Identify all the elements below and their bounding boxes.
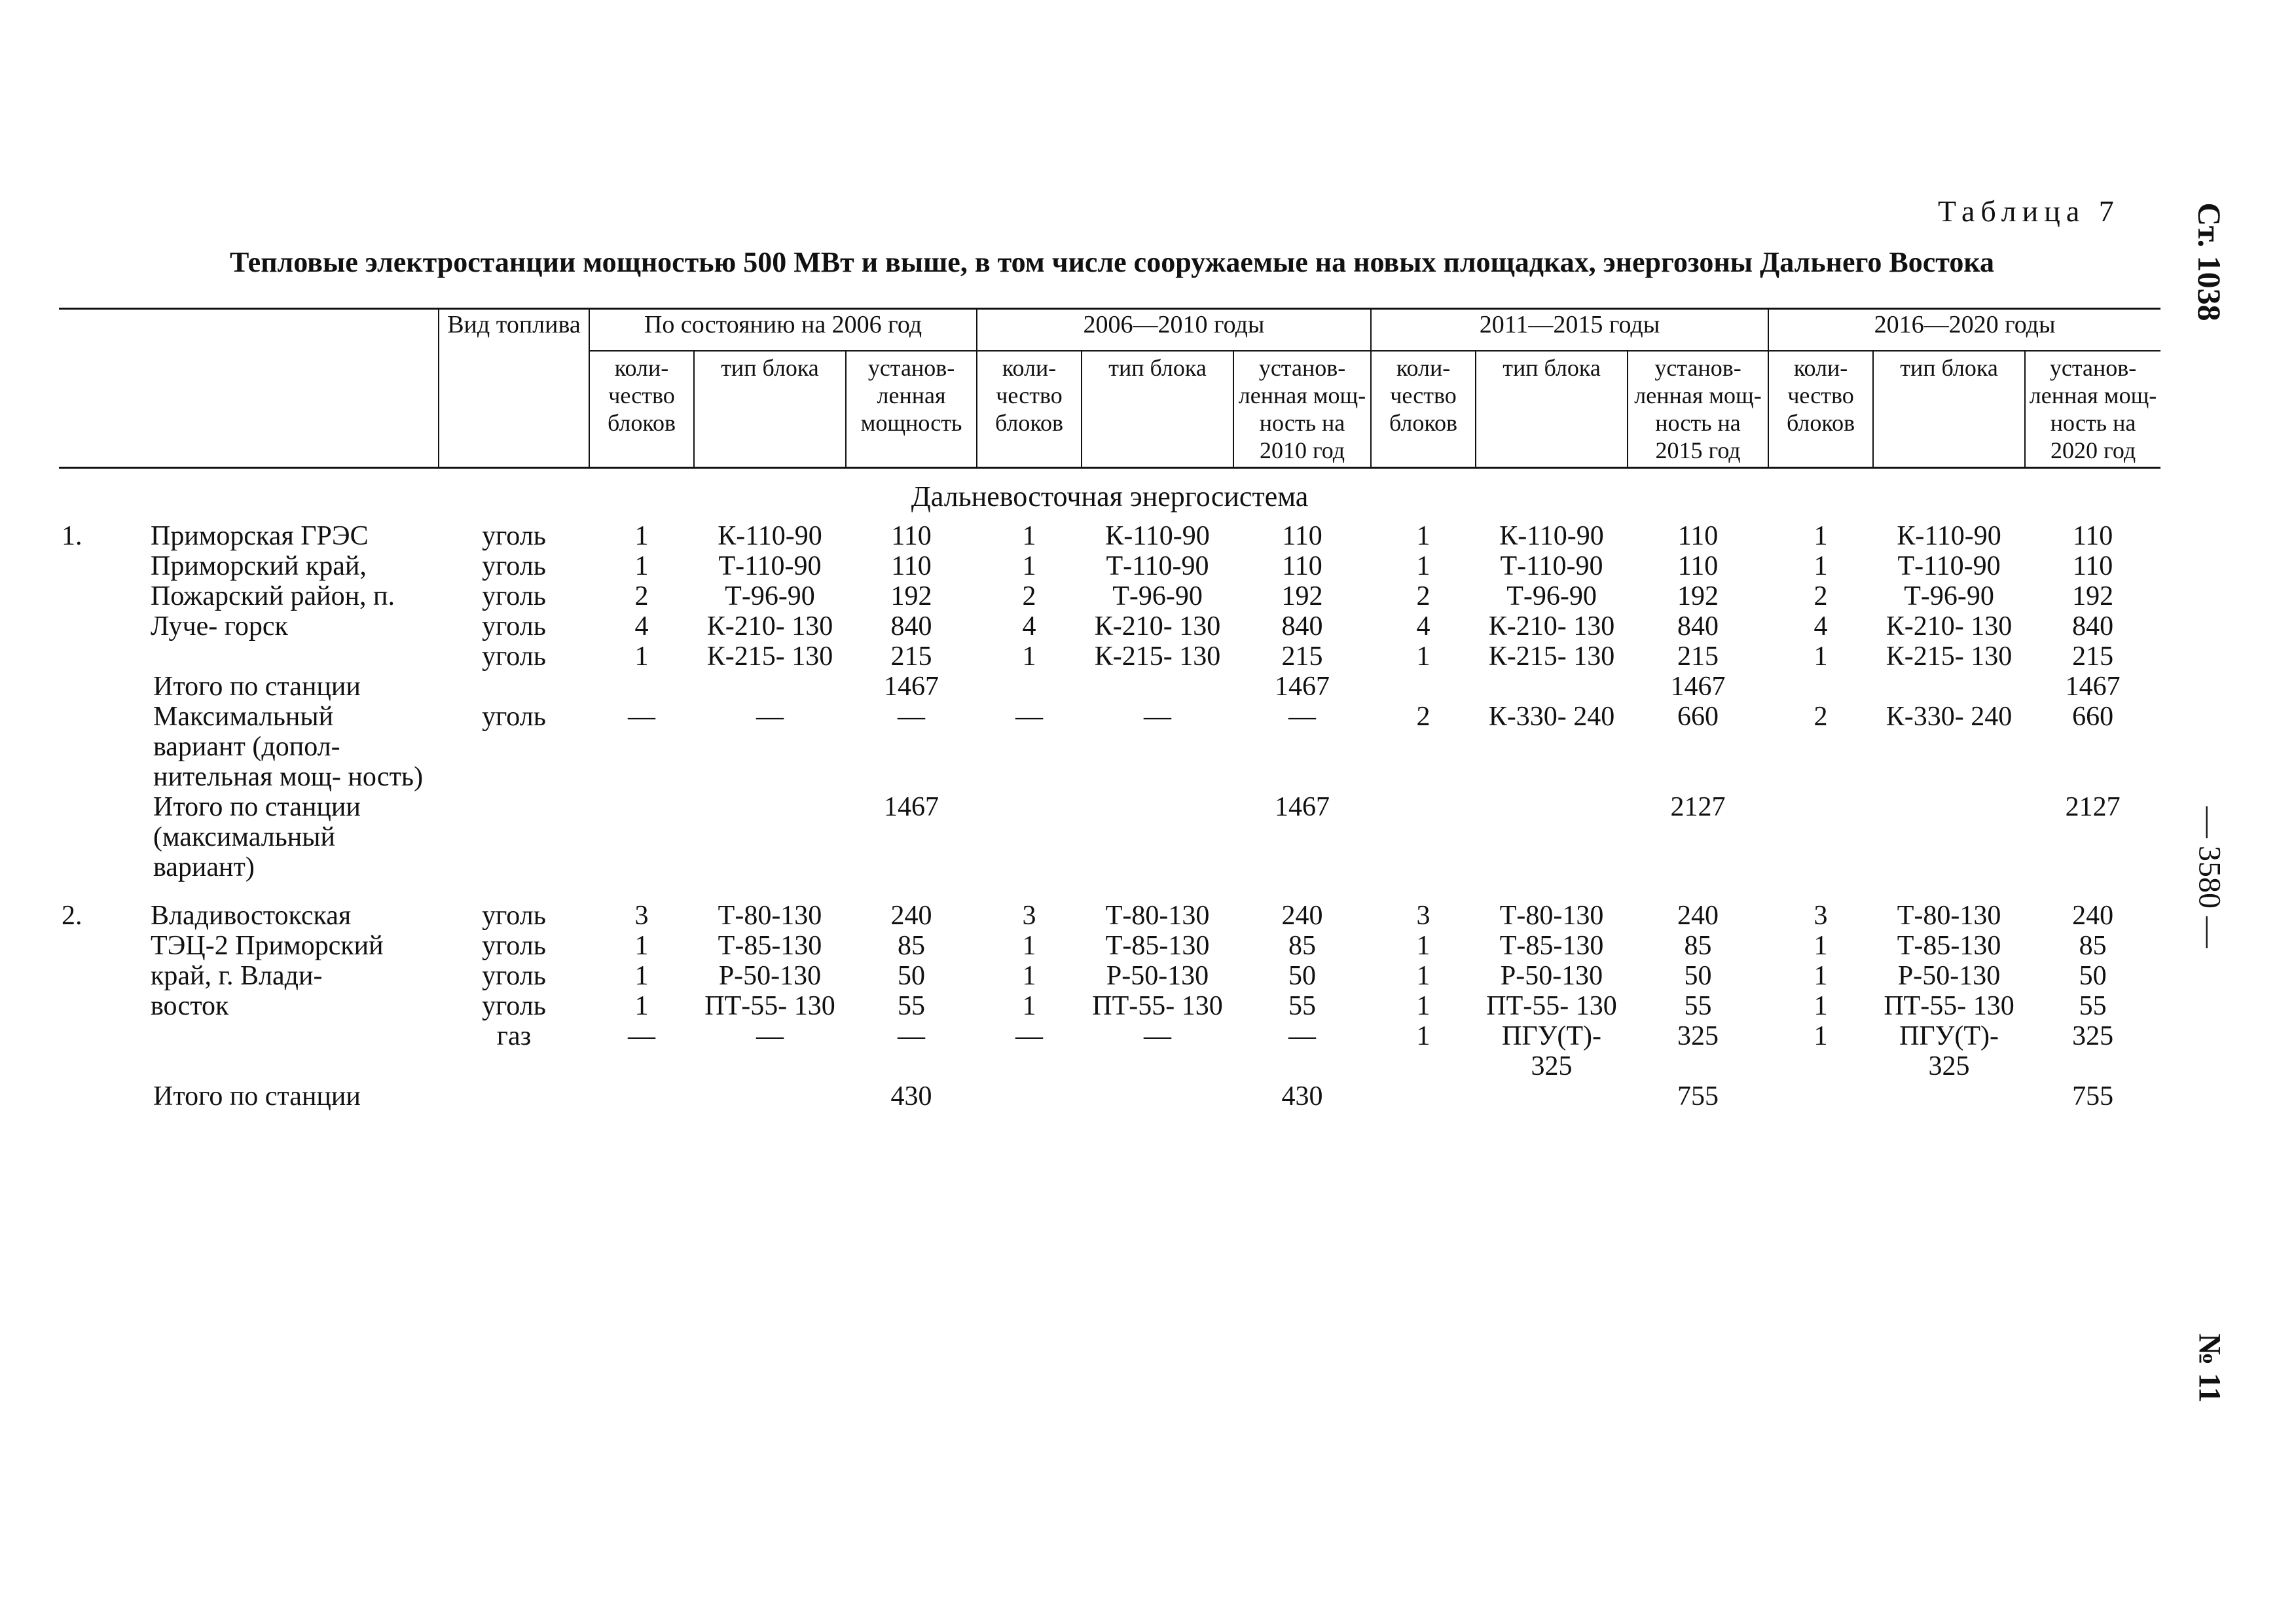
capacity: 192 (1677, 581, 1719, 611)
table-row (59, 1021, 2160, 1081)
capacity: 85 (2079, 931, 2107, 961)
table-body (59, 468, 2160, 1112)
fuel-type: уголь (482, 521, 546, 551)
block-type: Т-85-130 (1499, 931, 1604, 961)
table-row (59, 901, 2160, 931)
capacity: 240 (2072, 901, 2114, 931)
block-count: 2 (1813, 702, 1828, 732)
document-title: Тепловые электростанции мощностью 500 МВт и выше, в том числе сооружаемые на новых площадках, энергозоны Дальнего Востока (230, 246, 1994, 278)
block-count: 2 (1022, 581, 1036, 611)
block-type: Т-80-130 (1105, 901, 1210, 931)
block-count: — (1015, 1021, 1044, 1051)
block-count: 1 (1813, 991, 1828, 1021)
empty-cell (1873, 792, 2025, 882)
empty-cell (1371, 1081, 1476, 1111)
block-count: 1 (634, 551, 649, 581)
station-name-cell (151, 901, 439, 1021)
capacity: 660 (1677, 702, 1719, 732)
capacity: 50 (1684, 961, 1712, 991)
block-type: ПТ-55- 130 (1884, 991, 2014, 1021)
block-type: Т-96-90 (1112, 581, 1203, 611)
block-type: К-210- 130 (1094, 611, 1221, 641)
block-type: ПГУ(Т)- 325 (1899, 1021, 1999, 1081)
empty-cell (1476, 672, 1628, 702)
block-type: Р-50-130 (1500, 961, 1603, 991)
system-name: Дальневосточная энергосистема (911, 480, 1309, 513)
capacity: 192 (2072, 581, 2114, 611)
fuel-type: уголь (482, 641, 546, 672)
capacity: — (898, 702, 925, 732)
block-count: 1 (1416, 551, 1430, 581)
block-count: 1 (1416, 991, 1430, 1021)
block-count: 1 (1813, 931, 1828, 961)
station-number: 2. (62, 901, 82, 931)
total-capacity: 2127 (1670, 792, 1726, 822)
header-count: коли- чество блоков (977, 351, 1082, 468)
capacity: 192 (1281, 581, 1323, 611)
empty-cell (1476, 1081, 1628, 1111)
total-label: Итого по станции (153, 672, 361, 702)
block-count: 3 (634, 901, 649, 931)
capacity: 840 (2072, 611, 2114, 641)
block-type: К-210- 130 (1488, 611, 1615, 641)
empty-cell (1082, 1081, 1233, 1111)
block-type: Р-50-130 (1106, 961, 1209, 991)
empty-cell (59, 672, 151, 702)
empty-cell (589, 672, 694, 702)
table-row (59, 641, 2160, 672)
block-type: Т-96-90 (725, 581, 815, 611)
empty-cell (439, 672, 589, 702)
block-type: К-215- 130 (1488, 641, 1615, 672)
empty-cell (589, 792, 694, 882)
empty-cell (1082, 672, 1233, 702)
total-capacity: 430 (890, 1081, 932, 1111)
empty-cell (1873, 1081, 2025, 1111)
capacity: 110 (2072, 521, 2113, 551)
block-count: 1 (1813, 961, 1828, 991)
block-type: — (756, 702, 784, 732)
empty-cell (1371, 792, 1476, 882)
block-count: 4 (1813, 611, 1828, 641)
capacity: 840 (1281, 611, 1323, 641)
block-count: 1 (634, 991, 649, 1021)
capacity: 50 (898, 961, 925, 991)
empty-cell (59, 931, 151, 961)
capacity: 325 (2072, 1021, 2114, 1051)
capacity: 110 (1677, 521, 1719, 551)
total-label: Итого по станции (153, 1081, 361, 1111)
block-type: Т-96-90 (1904, 581, 1994, 611)
power-plants-table (59, 308, 2160, 1111)
block-count: 1 (634, 521, 649, 551)
table-label: Таблица 7 (1938, 194, 2120, 228)
capacity: 215 (2072, 641, 2114, 672)
header-type: тип блока (694, 351, 846, 468)
block-type: Т-110-90 (1897, 551, 2001, 581)
empty-cell (977, 792, 1082, 882)
block-type: К-110-90 (1897, 521, 2001, 551)
header-blank-fuel (439, 351, 589, 468)
block-type: К-215- 130 (1886, 641, 2013, 672)
block-type: Т-85-130 (1897, 931, 2001, 961)
block-type: — (1144, 702, 1172, 732)
block-type: К-330- 240 (1886, 702, 2013, 732)
block-type: К-210- 130 (706, 611, 833, 641)
empty-cell (151, 641, 439, 672)
empty-cell (59, 581, 151, 611)
block-count: 4 (1416, 611, 1430, 641)
block-type: Т-96-90 (1506, 581, 1597, 611)
block-type: ПГУ(Т)- 325 (1502, 1021, 1601, 1081)
block-type: ПТ-55- 130 (704, 991, 835, 1021)
header-period-2011-2015: 2011—2015 годы (1371, 309, 1768, 352)
total-capacity: 2127 (2065, 792, 2121, 822)
fuel-type: уголь (482, 961, 546, 991)
header-name-blank (59, 309, 439, 352)
block-count: — (628, 1021, 655, 1051)
capacity: 55 (1684, 991, 1712, 1021)
total-max-label: Итого по станции (максимальный вариант) (153, 792, 361, 882)
block-count: 1 (1416, 961, 1430, 991)
capacity: 55 (898, 991, 925, 1021)
empty-cell (59, 1081, 151, 1111)
capacity: 192 (890, 581, 932, 611)
capacity: — (1288, 1021, 1317, 1051)
block-count: 1 (1022, 551, 1036, 581)
block-type: Р-50-130 (718, 961, 822, 991)
block-count: 4 (634, 611, 649, 641)
empty-cell (59, 641, 151, 672)
capacity: 110 (891, 551, 932, 581)
block-type: Т-80-130 (1897, 901, 2001, 931)
empty-cell (694, 792, 846, 882)
header-type: тип блока (1873, 351, 2025, 468)
station-name: Владивостокская ТЭЦ-2 Приморский край, г. Влади- восток (151, 901, 384, 1021)
spacer-cell (59, 882, 2160, 901)
fuel-type: уголь (482, 702, 546, 732)
fuel-type: уголь (482, 551, 546, 581)
block-type: К-215- 130 (1094, 641, 1221, 672)
block-count: 4 (1022, 611, 1036, 641)
empty-cell (59, 551, 151, 581)
block-count: 1 (1416, 1021, 1430, 1051)
capacity: 55 (2079, 991, 2107, 1021)
block-type: К-330- 240 (1488, 702, 1615, 732)
fuel-type: уголь (482, 931, 546, 961)
capacity: 110 (891, 521, 932, 551)
block-type: — (756, 1021, 784, 1051)
block-count: 1 (1022, 521, 1036, 551)
table-row (59, 521, 2160, 551)
block-type: Т-85-130 (718, 931, 822, 961)
empty-cell (1768, 672, 1873, 702)
capacity: 240 (1281, 901, 1323, 931)
total-capacity: 755 (1677, 1081, 1719, 1111)
block-count: 1 (1813, 551, 1828, 581)
block-type: Т-85-130 (1105, 931, 1210, 961)
issue-number: № 11 (2192, 1333, 2227, 1403)
page-ref: Ст. 1038 (2191, 202, 2228, 321)
capacity: 85 (1288, 931, 1317, 961)
empty-cell (59, 702, 151, 792)
header-capacity: установ- ленная мощ- ность на 2020 год (2025, 351, 2160, 468)
block-type: Т-110-90 (718, 551, 822, 581)
header-capacity: установ- ленная мощность (846, 351, 977, 468)
empty-cell (1082, 792, 1233, 882)
header-count: коли- чество блоков (1768, 351, 1873, 468)
total-capacity: 1467 (1275, 672, 1330, 702)
block-type: К-110-90 (1499, 521, 1604, 551)
max-variant-row (59, 702, 2160, 792)
total-row (59, 1081, 2160, 1111)
empty-cell (59, 961, 151, 991)
block-type: К-110-90 (718, 521, 822, 551)
empty-cell (59, 991, 151, 1021)
block-count: 1 (634, 641, 649, 672)
capacity: 325 (1677, 1021, 1719, 1051)
block-count: 3 (1813, 901, 1828, 931)
block-count: 2 (634, 581, 649, 611)
fuel-type: уголь (482, 991, 546, 1021)
empty-cell (589, 1081, 694, 1111)
block-type: Т-110-90 (1106, 551, 1209, 581)
total-capacity: 1467 (884, 672, 939, 702)
header-period-2006: По состоянию на 2006 год (589, 309, 977, 352)
capacity: 840 (1677, 611, 1719, 641)
block-type: Т-110-90 (1500, 551, 1603, 581)
fuel-type: уголь (482, 611, 546, 641)
fuel-type: уголь (482, 901, 546, 931)
capacity: 215 (1281, 641, 1323, 672)
capacity: 110 (2072, 551, 2113, 581)
header-count: коли- чество блоков (1371, 351, 1476, 468)
station-number: 1. (62, 521, 82, 551)
empty-cell (977, 672, 1082, 702)
header-period-2006-2010: 2006—2010 годы (977, 309, 1371, 352)
block-type: К-215- 130 (706, 641, 833, 672)
header-capacity: установ- ленная мощ- ность на 2010 год (1233, 351, 1371, 468)
header-blank (59, 351, 439, 468)
fuel-type: уголь (482, 581, 546, 611)
block-count: 1 (1022, 991, 1036, 1021)
capacity: 50 (2079, 961, 2107, 991)
block-count: 1 (1813, 521, 1828, 551)
station-name: Приморская ГРЭС Приморский край, Пожарский район, п. Луче- горск (151, 521, 395, 641)
block-count: — (628, 702, 655, 732)
capacity: 55 (1288, 991, 1317, 1021)
block-count: 2 (1813, 581, 1828, 611)
block-type: К-210- 130 (1886, 611, 2013, 641)
block-count: 1 (1813, 1021, 1828, 1051)
empty-cell (439, 1081, 589, 1111)
block-count: 2 (1416, 581, 1430, 611)
block-count: 3 (1022, 901, 1036, 931)
fuel-type: газ (496, 1021, 532, 1051)
header-capacity: установ- ленная мощ- ность на 2015 год (1628, 351, 1768, 468)
header-type: тип блока (1082, 351, 1233, 468)
capacity: 110 (1677, 551, 1719, 581)
empty-cell (59, 1021, 151, 1081)
total-capacity: 430 (1281, 1081, 1323, 1111)
capacity: 50 (1288, 961, 1317, 991)
capacity: 85 (1684, 931, 1712, 961)
capacity: — (1288, 702, 1317, 732)
side-margin (2183, 0, 2236, 1624)
total-capacity: 755 (2072, 1081, 2114, 1111)
block-count: 1 (1416, 521, 1430, 551)
total-capacity: 1467 (1275, 792, 1330, 822)
block-type: Т-80-130 (1499, 901, 1604, 931)
block-count: 2 (1416, 702, 1430, 732)
capacity: 110 (1282, 521, 1322, 551)
header-type: тип блока (1476, 351, 1628, 468)
capacity: 840 (890, 611, 932, 641)
header-fuel: Вид топлива (439, 309, 589, 352)
header-count: коли- чество блоков (589, 351, 694, 468)
block-count: 1 (634, 961, 649, 991)
empty-cell (151, 1021, 439, 1081)
total-capacity: 1467 (1670, 672, 1726, 702)
total-row (59, 672, 2160, 702)
capacity: 110 (1282, 551, 1322, 581)
empty-cell (1371, 672, 1476, 702)
block-count: 1 (1813, 641, 1828, 672)
block-type: — (1144, 1021, 1172, 1051)
block-count: 3 (1416, 901, 1430, 931)
block-type: К-110-90 (1105, 521, 1210, 551)
block-count: 1 (1416, 641, 1430, 672)
station-name-cell (151, 521, 439, 641)
block-type: Р-50-130 (1897, 961, 2001, 991)
capacity: 85 (898, 931, 925, 961)
block-type: ПТ-55- 130 (1486, 991, 1617, 1021)
capacity: — (898, 1021, 925, 1051)
block-type: ПТ-55- 130 (1092, 991, 1223, 1021)
page-number: — 3580 — (2192, 806, 2227, 948)
total-capacity: 1467 (2065, 672, 2121, 702)
capacity: 240 (890, 901, 932, 931)
system-row (59, 468, 2160, 522)
block-type: Т-80-130 (718, 901, 822, 931)
capacity: 660 (2072, 702, 2114, 732)
table-header (59, 309, 2160, 468)
total-capacity: 1467 (884, 792, 939, 822)
header-period-2016-2020: 2016—2020 годы (1768, 309, 2160, 352)
empty-cell (1476, 792, 1628, 882)
empty-cell (439, 792, 589, 882)
capacity: 240 (1677, 901, 1719, 931)
max-variant-label: Максимальный вариант (допол- нительная мощ- ность) (153, 702, 424, 792)
spacer-row (59, 882, 2160, 901)
empty-cell (694, 672, 846, 702)
block-count: 1 (1022, 931, 1036, 961)
empty-cell (59, 611, 151, 641)
block-count: 1 (634, 931, 649, 961)
capacity: 215 (890, 641, 932, 672)
empty-cell (977, 1081, 1082, 1111)
block-count: 1 (1416, 931, 1430, 961)
block-count: 1 (1022, 961, 1036, 991)
empty-cell (1768, 1081, 1873, 1111)
total-max-row (59, 792, 2160, 882)
empty-cell (694, 1081, 846, 1111)
empty-cell (1873, 672, 2025, 702)
empty-cell (59, 792, 151, 882)
capacity: 215 (1677, 641, 1719, 672)
block-count: — (1015, 702, 1044, 732)
block-count: 1 (1022, 641, 1036, 672)
empty-cell (1768, 792, 1873, 882)
